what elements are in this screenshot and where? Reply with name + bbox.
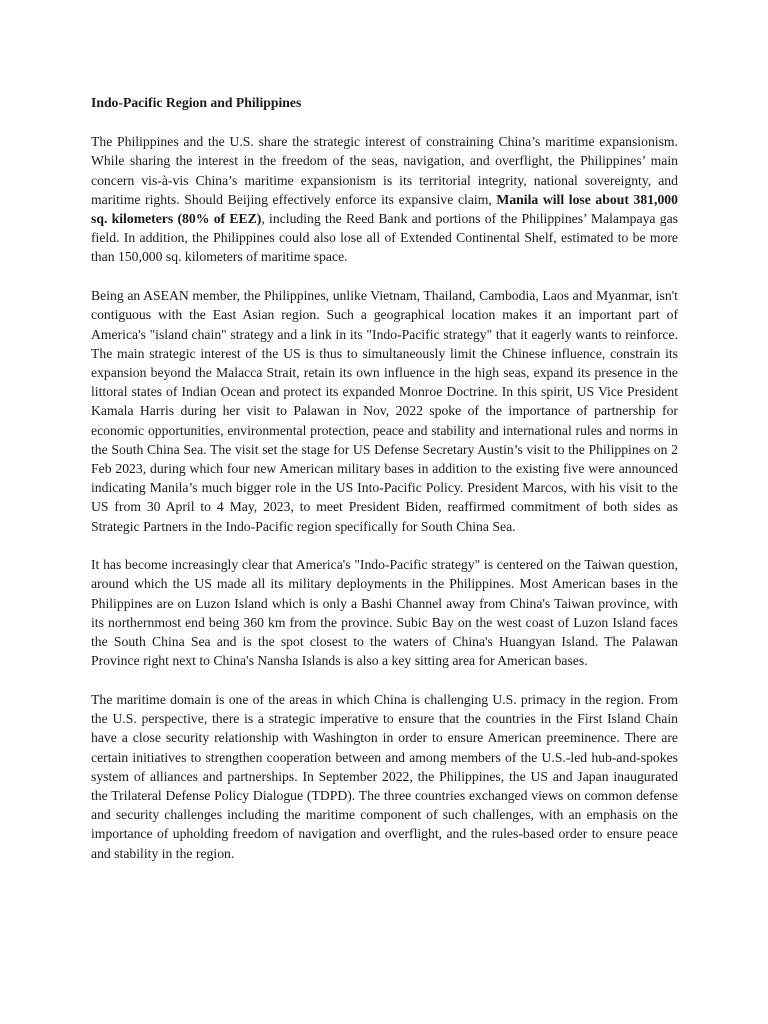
paragraph-1-text-end: , including the Reed Bank and portions of the Philippines’ Malampaya gas field. In addition, the Philippines could also lose all of Extended Continental Shelf, estimated to be more than 150,000 sq. kilometers of maritime space. xyxy=(91,211,679,265)
document-title: Indo-Pacific Region and Philippines xyxy=(91,95,302,110)
paragraph-3: It has become increasingly clear that America's "Indo-Pacific strategy" is centered on the Taiwan question, around which the US made all its military deployments in the Philippines. Most American bases in the Philippines are on Luzon Island which is only a Bashi Channel away from China's Taiwan province, with its northernmost end being 360 km from the province. Subic Bay on the west coast of Luzon Island faces the South China Sea and is the spot closest to the waters of China's Huangyan Island. The Palawan Province right next to China's Nansha Islands is also a key sitting area for American bases. xyxy=(91,557,678,669)
paragraph-2: Being an ASEAN member, the Philippines, unlike Vietnam, Thailand, Cambodia, Laos and Myanmar, isn't contiguous with the East Asian region. Such a geographical location makes it an important part of America's "island chain" strategy and a link in its "Indo-Pacific strategy" that it eagerly wants to reinforce. The main strategic interest of the US is thus to simultaneously limit the Chinese influence, constrain its expansion beyond the Malacca Strait, retain its own influence in the high seas, expand its presence in the littoral states of Indian Ocean and protect its expanded Monroe Doctrine. In this spirit, US Vice President Kamala Harris during her visit to Palawan in Nov, 2022 spoke of the importance of partnership for economic opportunities, environmental protection, peace and stability and international rules and norms in the South China Sea. The visit set the stage for US Defense Secretary Austin’s visit to the Philippines on 2 Feb 2023, during which four new American military bases in addition to the existing five were announced indicating Manila’s much bigger role in the US Into-Pacific Policy. President Marcos, with his visit to the US from 30 April to 4 May, 2023, to meet President Biden, reaffirmed commitment of both sides as Strategic Partners in the Indo-Pacific region specifically for South China Sea. xyxy=(91,288,678,534)
paragraph-1-text-start: The Philippines and the U.S. share the strategic interest of constraining China’s maritime expansionism. While sharing the interest in the freedom of the seas, navigation, and overflight, the Philippines’ main concern vis-à-vis China’s maritime expansionism is its territorial integrity, national sovereignty, and maritime rights. Should Beijing effectively enforce its expansive claim, xyxy=(91,134,678,207)
document-body xyxy=(91,93,678,882)
paragraph-1 xyxy=(91,132,678,266)
paragraph-1-bold-claim: Manila will lose about 381,000 sq. kilometers (80% of EEZ) xyxy=(91,191,678,227)
paragraph-4: The maritime domain is one of the areas in which China is challenging U.S. primacy in the region. From the U.S. perspective, there is a strategic imperative to ensure that the countries in the First Island Chain have a close security relationship with Washington in order to ensure American preeminence. There are certain initiatives to strengthen cooperation between and among members of the U.S.-led hub-and-spokes system of alliances and partnerships. In September 2022, the Philippines, the US and Japan inaugurated the Trilateral Defense Policy Dialogue (TDPD). The three countries exchanged views on common defense and security challenges including the maritime component of such challenges, with an emphasis on the importance of upholding freedom of navigation and overflight, and the rules-based order to ensure peace and stability in the region. xyxy=(91,691,678,861)
